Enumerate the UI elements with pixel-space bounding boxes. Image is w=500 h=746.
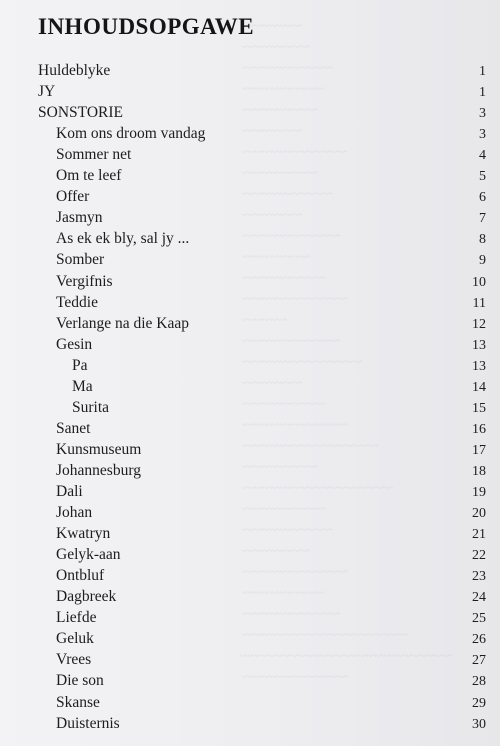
toc-entry-title: Ontbluf (56, 567, 105, 584)
toc-entry-page-number: 15 (472, 401, 486, 416)
toc-entry-page-number: 1 (479, 64, 486, 79)
toc-entry-title: Pa (72, 357, 88, 374)
toc-entry-page-number: 17 (472, 443, 486, 458)
toc-entry-title: As ek ek bly, sal jy ... (56, 230, 190, 247)
toc-entry-title: Die son (56, 672, 104, 689)
toc-entry-title: Duisternis (56, 715, 120, 732)
toc-entry-page-number: 8 (479, 232, 486, 247)
toc-entry-page-number: 24 (472, 590, 486, 605)
toc-entry-page-number: 18 (472, 464, 486, 479)
toc-entry-title: SONSTORIE (38, 104, 123, 121)
toc-entry-page-number: 10 (472, 275, 486, 290)
toc-entry-page-number: 28 (472, 674, 486, 689)
toc-entry-page-number: 9 (479, 253, 486, 268)
toc-entry-page-number: 6 (479, 190, 486, 205)
toc-entry-title: Kom ons droom vandag (56, 125, 206, 142)
toc-entry-title: Johannesburg (56, 462, 141, 479)
toc-entry-page-number: 13 (472, 338, 486, 353)
bleed-through-text: ~~~~~~~~ ~~~~~~~~~ ~~~~~~~~~~~~ ~~~~~~~~~~~ ~~~~~~~~~~ ~~~~~~~~ ~~~~~~~~~~~~~~ ~~~~~~~~~~ ~~~~~~~~~~~~ ~~~~~~~~ ~~~~~~~~~~~~~ ~~~~~~~~~ ~~~~~~~~~~~ ~~~~~~~~~~~~~~ ~~~~~~ ~~~~~~~~~~~~~ ~~~~~~~~~~~~~~~~ ~~~~~~~~ ~~~~~~~~~~~ ~~~~~~~~~~~~~~ ~~~~~~~~~~~~~~~~~~ ~~~~~~~~~~ ~~~~~~~~~~~~~~~~~~~~ ~~~~~~~~~~~ ~~~~~~~~~~~~ ~~~~~~~~~ ~~~~~~~~~~~~~~ ~~~~~~~~~~~ ~~~~~~~~~~~~~ ~~~~~~~~~~~~~~~~~~~~~~ ~~~~~~~~~~~~~~~~~~~~~~~~~~~~ ~~~~~~~~~~~~~~ (239, 19, 452, 685)
toc-entry-title: Kunsmuseum (56, 441, 142, 458)
toc-entry-page-number: 1 (479, 85, 486, 100)
toc-entry-title: Liefde (56, 609, 97, 626)
toc-entry-page-number: 20 (472, 506, 486, 521)
toc-entry-title: Sommer net (56, 146, 132, 163)
toc-entry-page-number: 25 (472, 611, 486, 626)
toc-entry-title: JY (38, 83, 56, 100)
toc-entry-page-number: 26 (472, 632, 486, 647)
toc-entry-page-number: 7 (479, 211, 486, 226)
toc-entry-title: Om te leef (56, 167, 122, 184)
toc-entry-page-number: 22 (472, 548, 486, 563)
toc-entry-title: Ma (72, 378, 93, 395)
toc-entry-page-number: 13 (472, 359, 486, 374)
toc-entry-title: Huldeblyke (38, 62, 111, 79)
toc-entry-title: Offer (56, 188, 90, 205)
toc-entry-title: Vrees (56, 651, 92, 668)
page-title: INHOUDSOPGAWE (38, 14, 255, 39)
toc-entry-title: Vergifnis (56, 273, 113, 290)
toc-entry-page-number: 16 (472, 422, 486, 437)
toc-entry-page-number: 3 (479, 127, 486, 142)
toc-entry-page-number: 30 (472, 717, 486, 732)
toc-entry-title: Teddie (56, 294, 98, 311)
toc-entry-page-number: 4 (479, 148, 486, 163)
toc-entry-page-number: 14 (472, 380, 486, 395)
toc-entry-page-number: 12 (472, 317, 486, 332)
toc-entry-title: Kwatryn (56, 525, 111, 542)
toc-entry-title: Jasmyn (56, 209, 103, 226)
toc-entry-page-number: 21 (472, 527, 486, 542)
toc-entry-page-number: 3 (479, 106, 486, 121)
toc-entry-title: Skanse (56, 694, 100, 711)
toc-entry-page-number: 23 (472, 569, 486, 584)
toc-entry-title: Verlange na die Kaap (56, 315, 189, 332)
toc-entry-page-number: 11 (472, 296, 486, 311)
toc-entry-title: Dagbreek (56, 588, 117, 605)
toc-entry-title: Gelyk-aan (56, 546, 121, 563)
toc-entry-page-number: 19 (472, 485, 486, 500)
toc-entry-title: Gesin (56, 336, 93, 353)
toc-entry-title: Surita (72, 399, 110, 416)
toc-entry-page-number: 5 (479, 169, 486, 184)
toc-entry-title: Johan (56, 504, 93, 521)
toc-entry-title: Dali (56, 483, 83, 500)
toc-entry-title: Geluk (56, 630, 94, 647)
toc-entry-page-number: 27 (472, 653, 486, 668)
toc-entry-title: Somber (56, 251, 105, 268)
toc-entry-title: Sanet (56, 420, 91, 437)
toc-entry-page-number: 29 (472, 696, 486, 711)
